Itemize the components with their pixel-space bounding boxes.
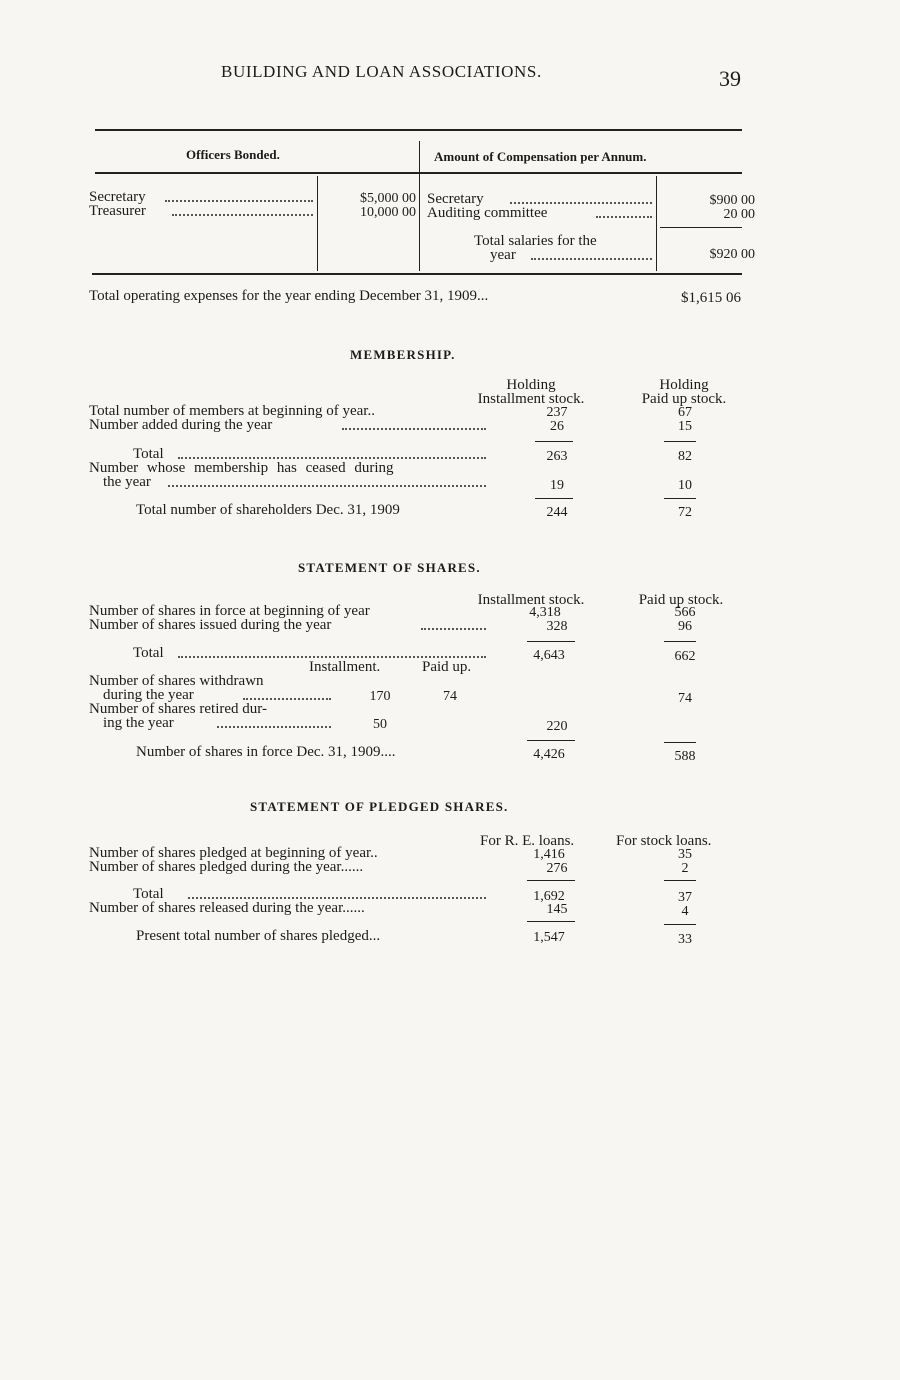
total-salaries-amount: $920 00 (709, 247, 755, 262)
running-header: BUILDING AND LOAN ASSOCIATIONS. (221, 62, 542, 81)
shares-withdrawn-s1: 170 (369, 689, 391, 704)
pledged-beginning-v1: 1,416 (533, 847, 565, 862)
shareholders-v2: 72 (678, 505, 692, 520)
comp-amount-secretary: $900 00 (709, 193, 755, 208)
pledged-during-v1: 276 (546, 861, 568, 876)
comp-label-auditing: Auditing committee (427, 205, 548, 221)
comp-label-secretary: Secretary (427, 191, 484, 207)
shares-beginning-v1: 4,318 (529, 605, 561, 620)
page-number: 39 (719, 66, 741, 91)
pledged-during-v2: 2 (681, 861, 689, 876)
membership-col2-line2: Paid up stock. (641, 391, 727, 407)
pledged-released-v1: 145 (546, 902, 568, 917)
pledged-present-v1: 1,547 (533, 930, 565, 945)
pledged-total-label: Total (133, 886, 164, 902)
members-ceased-label-1: Number whose membership has ceased during (89, 460, 394, 476)
shares-title: STATEMENT OF SHARES. (298, 560, 481, 575)
shares-issued-v2: 96 (678, 619, 692, 634)
members-added-v2: 15 (678, 419, 692, 434)
pledged-beginning-v2: 35 (678, 847, 692, 862)
membership-col1-line2: Installment stock. (477, 391, 585, 407)
bonded-amount-secretary: $5,000 00 (360, 191, 416, 206)
membership-col2-line1: Holding (659, 377, 709, 393)
pledged-released-v2: 4 (681, 904, 689, 919)
shares-issued-label: Number of shares issued during the year (89, 617, 332, 633)
members-added-label: Number added during the year (89, 417, 273, 433)
shareholders-v1: 244 (546, 505, 568, 520)
shareholders-label: Total number of shareholders Dec. 31, 1909 (136, 502, 400, 518)
shares-withdrawn-label-2: during the year (103, 687, 194, 703)
members-ceased-label-2: the year (103, 474, 151, 490)
shares-retired-s1: 50 (373, 717, 387, 732)
membership-col1-line1: Holding (506, 377, 556, 393)
shares-withdrawn-v2: 74 (678, 691, 692, 706)
pledged-released-label: Number of shares released during the year...... (89, 900, 365, 916)
members-beginning-v2: 67 (678, 405, 692, 420)
members-ceased-v1: 19 (550, 478, 564, 493)
pledged-present-label: Present total number of shares pledged... (136, 928, 381, 944)
members-beginning-v1: 237 (546, 405, 568, 420)
membership-title: MEMBERSHIP. (350, 347, 456, 362)
shares-total-v2: 662 (674, 649, 696, 664)
officers-bonded-heading: Officers Bonded. (186, 147, 280, 162)
members-total-v1: 263 (546, 449, 568, 464)
shares-col2-heading: Paid up stock. (638, 592, 724, 608)
members-added-v1: 26 (550, 419, 564, 434)
compensation-heading: Amount of Compensation per Annum. (434, 149, 647, 164)
shares-retired-label-2: ing the year (103, 715, 174, 731)
shares-retired-v1: 220 (546, 719, 568, 734)
shares-in-force-label: Number of shares in force Dec. 31, 1909.... (136, 744, 396, 760)
shares-in-force-v1: 4,426 (533, 747, 565, 762)
bonded-amount-treasurer: 10,000 00 (360, 205, 416, 220)
shares-issued-v1: 328 (546, 619, 568, 634)
shares-subcol-paid-up: Paid up. (422, 659, 472, 675)
comp-amount-auditing: 20 00 (723, 207, 755, 222)
shares-col1-heading: Installment stock. (477, 592, 585, 608)
pledged-present-v2: 33 (678, 932, 692, 947)
operating-expenses-amount: $1,615 06 (681, 290, 741, 306)
pledged-col1-heading: For R. E. loans. (480, 833, 575, 849)
shares-retired-label-1: Number of shares retired dur- (89, 701, 267, 717)
shares-withdrawn-s2: 74 (443, 689, 457, 704)
pledged-col2-heading: For stock loans. (616, 833, 712, 849)
shares-subcol-installment: Installment. (309, 659, 381, 675)
bonded-label-treasurer: Treasurer (89, 203, 146, 219)
bonded-label-secretary: Secretary (89, 189, 146, 205)
shares-beginning-label: Number of shares in force at beginning of year (89, 603, 370, 619)
total-salaries-label-1: Total salaries for the (474, 233, 597, 249)
pledged-beginning-label: Number of shares pledged at beginning of year.. (89, 845, 378, 861)
pledged-title: STATEMENT OF PLEDGED SHARES. (250, 799, 509, 814)
members-beginning-label: Total number of members at beginning of year.. (89, 403, 375, 419)
shares-beginning-v2: 566 (674, 605, 696, 620)
shares-total-v1: 4,643 (533, 648, 565, 663)
total-salaries-label-2: year (490, 247, 516, 263)
pledged-total-v2: 37 (678, 890, 692, 905)
pledged-during-label: Number of shares pledged during the year...... (89, 859, 364, 875)
members-ceased-v2: 10 (678, 478, 692, 493)
members-total-label: Total (133, 446, 164, 462)
shares-in-force-v2: 588 (674, 749, 696, 764)
operating-expenses-label: Total operating expenses for the year ending December 31, 1909... (89, 288, 489, 304)
shares-withdrawn-label-1: Number of shares withdrawn (89, 673, 264, 689)
pledged-total-v1: 1,692 (533, 889, 565, 904)
members-total-v2: 82 (678, 449, 692, 464)
shares-total-label: Total (133, 645, 164, 661)
